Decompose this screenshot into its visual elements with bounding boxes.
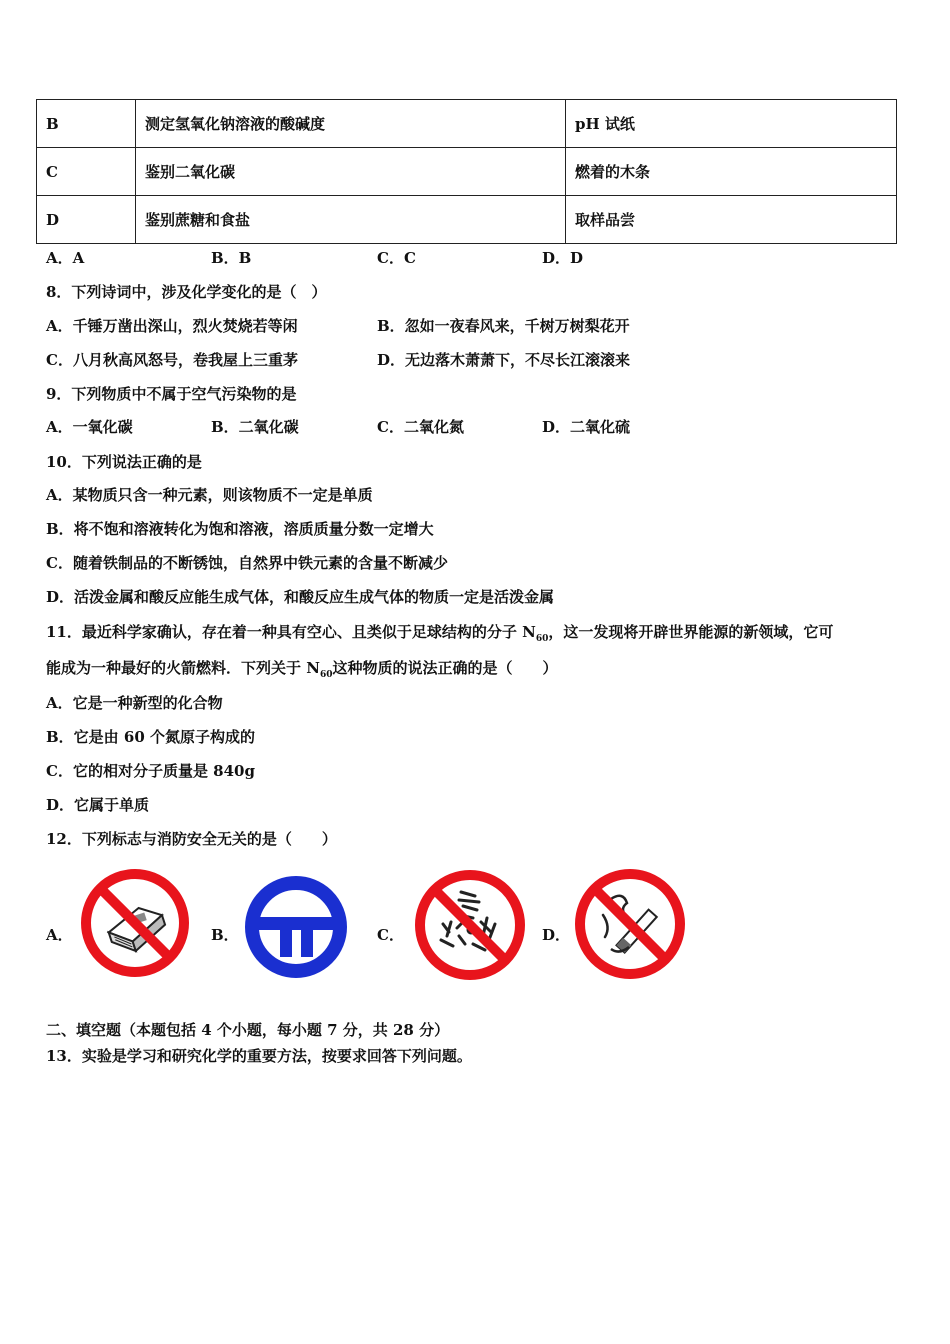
q9-stem: 9．下列物质中不属于空气污染物的是 [46,385,297,403]
section-2-title: 二、填空题（本题包括 4 个小题，每小题 7 分，共 28 分） [46,1021,450,1039]
q8-option-b: B．忽如一夜春风来，千树万树梨花开 [377,317,630,335]
blue-circle-sign-icon [244,875,348,979]
table-cell-method: 取样品尝 [566,196,897,244]
q9-option-b: B．二氧化碳 [211,418,299,436]
table-row [37,100,897,148]
q12-label-d: D． [542,926,571,944]
q12-label-b: B． [211,926,239,944]
q10-stem: 10．下列说法正确的是 [46,453,202,471]
q7-option-d: D．D [542,249,584,267]
q9-option-d: D．二氧化硫 [542,418,631,436]
q11-option-c: C．它的相对分子质量是 840g [46,762,255,780]
q12-label-c: C． [377,926,404,944]
q10-option-b: B．将不饱和溶液转化为饱和溶液，溶质质量分数一定增大 [46,520,434,538]
table-cell-key: B [37,100,136,148]
q9-option-c: C．二氧化氮 [377,418,464,436]
q12-stem: 12．下列标志与消防安全无关的是（ ） [46,830,337,848]
table-cell-item: 鉴别二氧化碳 [136,148,566,196]
no-smoking-sign-icon [571,865,689,983]
q11-option-a: A．它是一种新型的化合物 [46,694,223,712]
q8-option-d: D．无边落木萧萧下，不尽长江滚滚来 [377,351,631,369]
q13-stem: 13．实验是学习和研究化学的重要方法，按要求回答下列问题。 [46,1047,472,1065]
q8-option-a: A．千锤万凿出深山，烈火焚烧若等闲 [46,317,298,335]
q8-stem: 8．下列诗词中，涉及化学变化的是（ ） [46,283,327,301]
q10-option-d: D．活泼金属和酸反应能生成气体，和酸反应生成气体的物质一定是活泼金属 [46,588,555,606]
table-row [37,148,897,196]
q7-option-b: B．B [211,249,252,267]
table-cell-item: 鉴别蔗糖和食盐 [136,196,566,244]
no-matches-sign-icon [78,866,192,980]
table-cell-key: D [37,196,136,244]
q10-option-a: A．某物质只含一种元素，则该物质不一定是单质 [46,486,373,504]
q11-option-d: D．它属于单质 [46,796,150,814]
q10-option-c: C．随着铁制品的不断锈蚀，自然界中铁元素的含量不断减少 [46,554,448,572]
no-fireworks-sign-icon [411,866,529,984]
options-table [36,99,897,244]
table-cell-item: 测定氢氧化钠溶液的酸碱度 [136,100,566,148]
q12-label-a: A． [46,926,73,944]
table-cell-method: 燃着的木条 [566,148,897,196]
q9-option-a: A．一氧化碳 [46,418,133,436]
q11-option-b: B．它是由 60 个氮原子构成的 [46,728,255,746]
table-cell-method: pH 试纸 [566,100,897,148]
q11-stem-line2: 能成为一种最好的火箭燃料．下列关于 $N_{60}$这种物质的说法正确的是（ ） [46,659,558,680]
q11-stem-line1: 11．最近科学家确认，存在着一种具有空心、且类似于足球结构的分子 $N_{60}$，这一发现将开辟世界能源的新领域，它可 [46,623,834,644]
table-row [37,196,897,244]
q7-option-a: A．A [46,249,85,267]
q8-option-c: C．八月秋高风怒号，卷我屋上三重茅 [46,351,298,369]
table-cell-key: C [37,148,136,196]
q7-option-c: C．C [377,249,416,267]
